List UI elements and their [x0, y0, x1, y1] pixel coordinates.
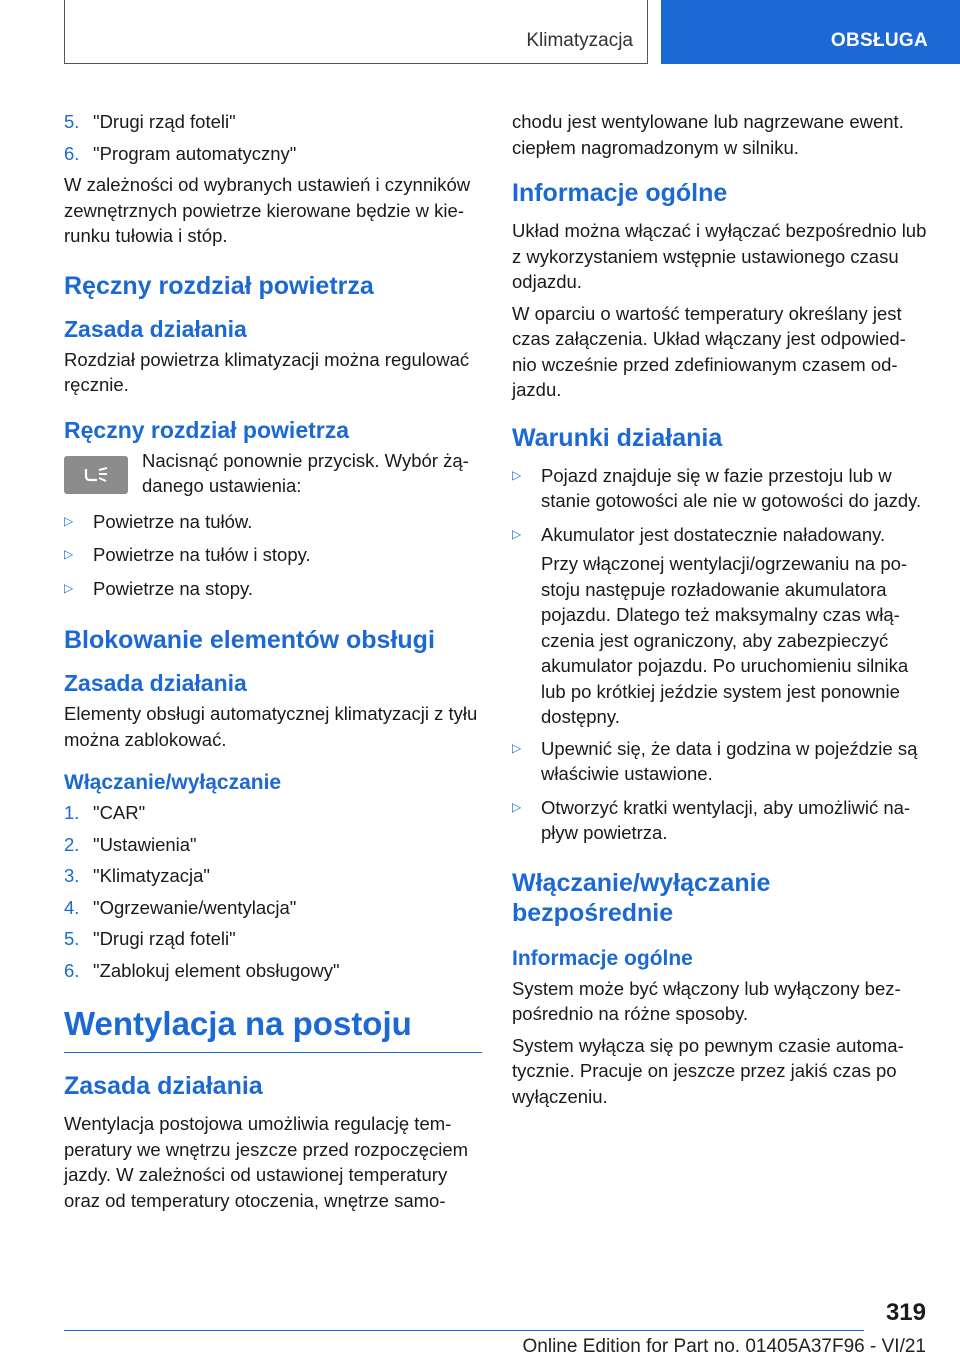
paragraph: chodu jest wentylowane lub nagrzewane ewent. ciepłem nagromadzonym w silniku.	[512, 111, 904, 158]
list-number: 2.	[64, 833, 80, 855]
section-title: Klimatyzacja	[526, 29, 633, 51]
list-number: 5.	[64, 111, 80, 132]
list-sub-paragraph: Przy włączonej wentylacji/ogrzewaniu na po-stoju następuje rozładowanie akumulatora pojazdu. Dlatego też maksymalny czas włą-czenia jest ograniczony, aby zabezpieczyć akumulator pojazdu. Po uruchomieniu silnika lub po krótkiej jeździe system jest ponownie dostępny.	[541, 553, 909, 727]
paragraph: System wyłącza się po pewnym czasie automa-tycznie. Pracuje on jeszcze przez jakiś czas po wyłączeniu.	[512, 1034, 904, 1107]
heading-general-info: Informacje ogólne	[512, 179, 728, 207]
bullet-triangle-icon: ▷	[64, 580, 74, 595]
heading-manual-distribution: Ręczny rozdział powietrza	[64, 271, 374, 300]
chapter-tab[interactable]: OBSŁUGA	[661, 0, 960, 64]
list-item	[64, 509, 482, 535]
list-number: 1.	[64, 802, 80, 823]
list-item	[512, 736, 930, 787]
heading-manual-distribution-sub: Ręczny rozdział powietrza	[64, 416, 350, 443]
paragraph: W zależności od wybranych ustawień i czynników zewnętrznych powietrze kierowane będzie w kie-runku tułowia i stóp.	[64, 174, 471, 246]
footer-divider	[64, 1330, 864, 1331]
list-text: "Program automatyczny"	[93, 142, 297, 164]
heading-principle: Zasada działania	[64, 670, 247, 696]
bullet-triangle-icon: ▷	[512, 799, 522, 814]
list-number: 6.	[64, 959, 80, 981]
list-item	[512, 795, 930, 846]
list-text: Otworzyć kratki wentylacji, aby umożliwić na-pływ powietrza.	[541, 796, 911, 843]
bullet-triangle-icon: ▷	[512, 526, 522, 541]
list-number: 6.	[64, 142, 80, 164]
paragraph: Rozdział powietrza klimatyzacji można regulować ręcznie.	[64, 348, 470, 395]
right-column	[512, 105, 930, 1115]
list-number: 5.	[64, 928, 80, 949]
footer-edition: Online Edition for Part no. 01405A37F96 - VI/21	[522, 1336, 926, 1357]
heading-direct-on-off: Włączanie/wyłączanie bezpośrednie	[512, 868, 771, 927]
list-text: "Ogrzewanie/wentylacja"	[93, 896, 297, 918]
paragraph: W oparciu o wartość temperatury określany jest czas załączenia. Układ włączany jest odpowied-nio wcześnie przed zdefiniowanym czasem od-jazdu.	[512, 302, 906, 400]
list-text: Powietrze na tułów i stopy.	[93, 544, 311, 565]
list-text: "Ustawienia"	[93, 833, 197, 855]
list-text: "Zablokuj element obsługowy"	[93, 959, 340, 981]
list-text: "Drugi rząd foteli"	[93, 928, 236, 949]
paragraph: Wentylacja postojowa umożliwia regulację tem-peratury we wnętrzu jeszcze przed rozpoczęciem jazdy. W zależności od ustawionej temperatury oraz od temperatury otoczenia, wnętrze samo-	[64, 1113, 469, 1211]
list-number: 3.	[64, 865, 80, 886]
list-text: "CAR"	[93, 802, 146, 823]
heading-control-lock: Blokowanie elementów obsługi	[64, 626, 435, 654]
list-text: Upewnić się, że data i godzina w pojeździe są właściwie ustawione.	[541, 737, 918, 784]
heading-on-off: Włączanie/wyłączanie	[64, 771, 282, 794]
list-item	[64, 895, 482, 921]
heading-principle: Zasada działania	[64, 1072, 263, 1100]
heading-principle: Zasada działania	[64, 315, 247, 342]
list-item	[64, 141, 482, 167]
list-item	[64, 542, 482, 568]
list-item	[64, 800, 482, 826]
air-distribution-button-icon	[64, 456, 128, 494]
chapter-heading-parking-ventilation: Wentylacja na postoju	[64, 1005, 482, 1053]
heading-general-info-sub: Informacje ogólne	[512, 946, 693, 970]
left-column	[64, 105, 482, 1219]
list-item	[64, 109, 482, 135]
list-item	[512, 463, 930, 514]
list-item	[64, 958, 482, 984]
page-number: 319	[885, 1299, 926, 1326]
list-item	[64, 576, 482, 602]
paragraph: Elementy obsługi automatycznej klimatyzacji z tyłu można zablokować.	[64, 703, 478, 750]
paragraph: Układ można włączać i wyłączać bezpośrednio lub z wykorzystaniem wstępnie ustawionego czasu odjazdu.	[512, 220, 927, 292]
heading-conditions: Warunki działania	[512, 423, 723, 452]
list-text: "Drugi rząd foteli"	[93, 111, 236, 132]
list-number: 4.	[64, 896, 80, 918]
list-item	[512, 522, 930, 548]
bullet-triangle-icon: ▷	[512, 467, 522, 482]
bullet-triangle-icon: ▷	[64, 513, 74, 528]
list-text: Powietrze na stopy.	[93, 577, 254, 599]
instruction-text: Nacisnąć ponownie przycisk. Wybór żą-danego ustawienia:	[142, 449, 469, 496]
list-text: Powietrze na tułów.	[93, 510, 253, 532]
bullet-triangle-icon: ▷	[64, 547, 74, 561]
list-item	[64, 832, 482, 858]
list-text: Pojazd znajduje się w fazie przestoju lub w stanie gotowości ale nie w gotowości do jazdy.	[541, 464, 922, 511]
list-item	[64, 863, 482, 889]
list-text: "Klimatyzacja"	[93, 865, 210, 886]
paragraph: System może być włączony lub wyłączony bez-pośrednio na różne sposoby.	[512, 977, 901, 1024]
header-box	[64, 0, 648, 64]
button-instruction	[64, 448, 482, 499]
list-item	[64, 926, 482, 952]
list-text: Akumulator jest dostatecznie naładowany.	[541, 523, 886, 545]
bullet-triangle-icon: ▷	[512, 740, 522, 755]
